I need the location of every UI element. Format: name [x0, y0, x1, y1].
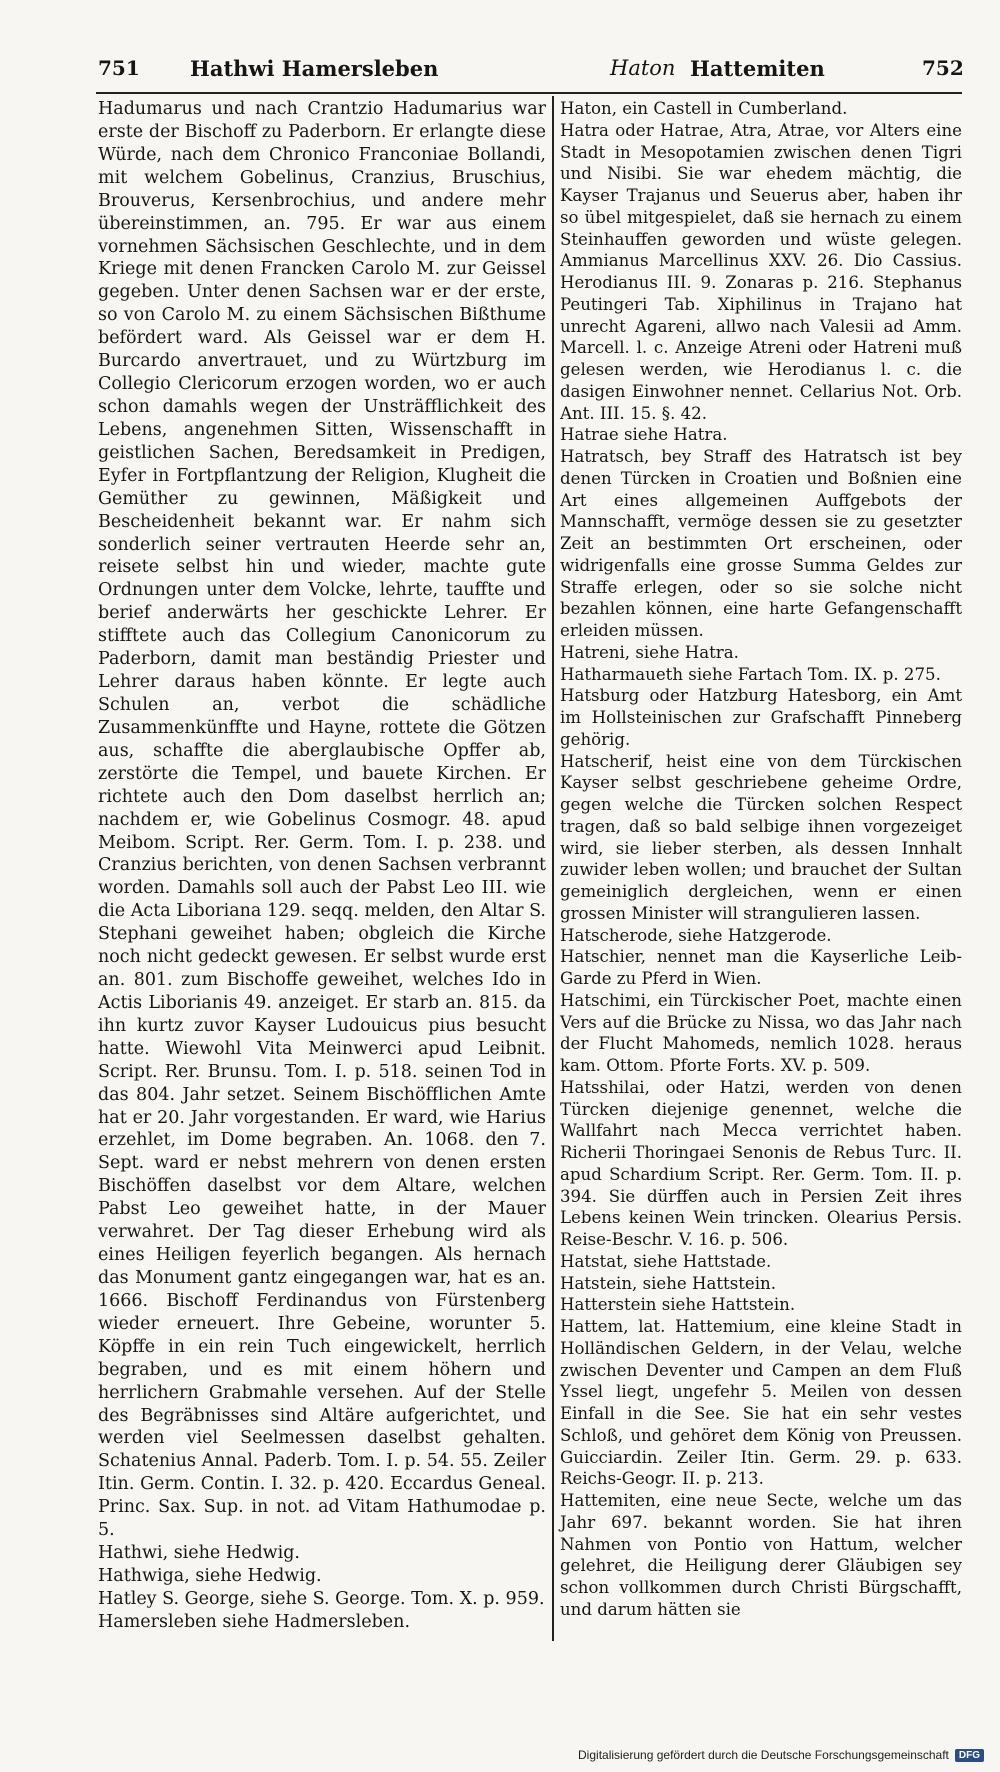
entry-hadumarus: Hadumarus und nach Crantzio Hadumarius war erste der Bischoff zu Paderborn. Er erlangte diese Würde, nach dem Chronico Franconiae Bollandi, mit welchem Gobelinus, Cranzius, Bruschius, Brouverus, Kersenbrochius, und andere mehr übereinstimmen, an. 795. Er war aus einem vornehmen Sächsischen Geschlechte, und in dem Kriege mit denen Francken Carolo M. zur Geissel gegeben. Unter denen Sachsen war er der erste, so von Carolo M. zu einem Sächsischen Bißthume befördert ward. Als Geissel war er dem H. Burcardo anvertrauet, und zu Würtzburg im Collegio Clericorum erzogen worden, wo er auch schon damahls wegen der Unsträfflichkeit des Lebens, angenehmen Sitten, Wissenschafft in geistlichen Sachen, Beredsamkeit in Predigen, Eyfer in Fortpflantzung der Religion, Klugheit die Gemüther zu gewinnen, Mäßigkeit und Bescheidenheit bekannt war. Er nahm sich sonderlich seiner vertrauten Heerde sehr an, reisete selbst hin und wieder, machte gute Ordnungen unter dem Volcke, lehrte, tauffte und berief anderwärts her geschickte Lehrer. Er stifftete auch das Collegium Canonicorum zu Paderborn, damit man beständig Priester und Lehrer daraus haben könnte. Er legte auch Schulen an, verbot die schädliche Zusammenkünffte und Hayne, rottete die Götzen aus, schaffte die aberglaubische Opffer ab, zerstörte die Tempel, und bauete Kirchen. Er richtete auch den Dom daselbst herrlich an; nachdem er, wie Gobelinus Cosmogr. 48. apud Meibom. Script. Rer. Germ. Tom. I. p. 238. und Cranzius berichten, von denen Sachsen verbrannt worden. Damahls soll auch der Pabst Leo III. wie die Acta Liboriana 129. seqq. melden, den Altar S. Stephani geweihet haben; obgleich die Kirche noch nicht gedeckt gewesen. Er selbst wurde erst an. 801. zum Bischoffe geweihet, welches Ido in Actis Liborianis 49. anzeiget. Er starb an. 815. da ihn kurtz zuvor Kayser Ludouicus pius besucht hatte. Wiewohl Vita Meinwerci apud Leibnit. Script. Rer. Brunsu. Tom. I. p. 518. seinen Tod in das 804. Jahr setzet. Seinem Bischöfflichen Amte hat er 20. Jahr vorgestanden. Er ward, wie Harius erzehlet, im Dome begraben. An. 1068. den 7. Sept. ward er nebst mehrern von denen ersten Bischöffen daselbst vor dem Altare, welchen Pabst Leo geweihet hatte, in der Mauer verwahret. Der Tag dieser Erhebung wird als eines Heiligen feyerlich begangen. Als hernach das Monument gantz eingegangen war, hat es an. 1666. Bischoff Ferdinandus von Fürstenberg wieder erneuert. Ihre Gebeine, worunter 5. Köpffe in ein rein Tuch eingewickelt, herrlich begraben, und es mit einem höhern und herrlichern Grabmahle versehen. Auf der Stelle des Begräbnisses sind Altäre aufgerichtet, und werden viel Seelmessen daselbst gehalten. Schatenius Annal. Paderb. Tom. I. p. 54. 55. Zeiler Itin. Germ. Contin. I. 32. p. 420. Eccardus Geneal. Princ. Sax. Sup. in not. ad Vitam Hathumodae p. 5. [98, 99, 546, 1541]
entry-hatra: Hatra oder Hatrae, Atra, Atrae, vor Alters eine Stadt in Mesopotamien zwischen denen Tigri und Nisibi. Sie war ehedem mächtig, die Kayser Trajanus und Seuerus aber, haben ihr so übel mitgespielet, daß sie hernach zu einem Steinhauffen geworden und wüste gelegen. Ammianus Marcellinus XXV. 26. Dio Cassius. Herodianus III. 9. Zonaras p. 216. Stephanus Peutingeri Tab. Xiphilinus in Trajano hat unrecht Agareni, allwo nach Valesii ad Amm. Marcell. l. c. Anzeige Atreni oder Hatreni muß gelesen werden, wie Herodianus l. c. die dasigen Einwohner nennet. Cellarius Not. Orb. Ant. III. 15. §. 42. [560, 120, 962, 423]
entry-haton: Haton, ein Castell in Cumberland. [560, 99, 848, 118]
right-column [560, 98, 962, 1621]
entry-hattemiten: Hattemiten, eine neue Secte, welche um das Jahr 697. bekannt worden. Sie hat ihren Nahmen von Pontio von Hattum, welcher gelehret, die Heiligung derer Gläubigen sey schon vollkommen durch Christi Bürgschafft, und darum hätten sie [560, 1491, 962, 1619]
entry-hatharmaueth: Hatharmaueth siehe Fartach Tom. IX. p. 275. [560, 664, 941, 684]
entry-hatreni: Hatreni, siehe Hatra. [560, 642, 739, 662]
right-page-number: 752 [922, 56, 964, 80]
right-running-head-italic: Haton [610, 56, 676, 80]
header-rule [96, 92, 962, 94]
entry-hatscherode: Hatscherode, siehe Hatzgerode. [560, 925, 832, 945]
entry-hatterstein: Hatterstein siehe Hattstein. [560, 1295, 796, 1315]
left-running-head: Hathwi Hamersleben [190, 56, 439, 81]
entry-hatsburg: Hatsburg oder Hatzburg Hatesborg, ein Amt im Hollsteinischen zur Grafschafft Pinneberg gehörig. [560, 686, 962, 749]
entry-hatschier: Hatschier, nennet man die Kayserliche Leib-Garde zu Pferd in Wien. [560, 947, 962, 988]
entry-hatratsch: Hatratsch, bey Straff des Hatratsch ist bey denen Türcken in Croatien und Boßnien eine Art eines allgemeinen Auffgebots der Mannschafft, vermöge dessen sie zu gesetzter Zeit an bestimmten Ort erscheinen, oder widrigenfalls eine grosse Summa Geldes zur Straffe erlegen, oder so sie solche nicht bezahlen können, eine harte Gefangenschafft erleiden müssen. [560, 447, 962, 640]
entry-hatrae: Hatrae siehe Hatra. [560, 425, 728, 445]
funding-text: Digitalisierung gefördert durch die Deutsche Forschungsgemeinschaft [578, 1748, 949, 1762]
right-running-head: Hattemiten [690, 56, 825, 81]
entry-hathwiga: Hathwiga, siehe Hedwig. [98, 1566, 322, 1586]
dfg-logo: DFG [955, 1749, 984, 1762]
entry-hattem: Hattem, lat. Hattemium, eine kleine Stadt in Holländischen Geldern, in der Velau, welche zwischen Deventer und Campen an dem Fluß Yssel liegt, ungefehr 5. Meilen von dessen Einfall in die See. Sie hat ein sehr vestes Schloß, und gehöret dem König von Preussen. Guicciardin. Zeiler Itin. Germ. 29. p. 633. Reichs-Geogr. II. p. 213. [560, 1317, 962, 1489]
left-page-number: 751 [98, 56, 140, 80]
entry-hatley: Hatley S. George, siehe S. George. Tom. X. p. 959. [98, 1588, 545, 1609]
funding-footer [578, 1748, 984, 1762]
entry-hathwi: Hathwi, siehe Hedwig. [98, 1543, 300, 1564]
entry-hatscherif: Hatscherif, heist eine von dem Türckischen Kayser selbst geschriebene geheime Ordre, gegen welche die Türcken solchen Respect tragen, daß so bald selbige ihnen vorgezeiget wird, sie lieber sterben, als dessen Innhalt zuwider leben wollen; und brauchet der Sultan gemeiniglich dergleichen, wenn er einen grossen Minister will strangulieren lassen. [560, 751, 962, 923]
entry-hatstein: Hatstein, siehe Hattstein. [560, 1273, 776, 1293]
column-divider [552, 96, 554, 1641]
entry-hatsshilai: Hatsshilai, oder Hatzi, werden von denen Türcken diejenige genennet, welche die Wallfahrt nach Mecca verrichtet haben. Richerii Thoringaei Senonis de Rebus Turc. II. apud Schardium Script. Rer. Germ. Tom. II. p. 394. Sie dürffen auch in Persien Zeit ihres Lebens keinen Wein trincken. Olearius Persis. Reise-Beschr. V. 16. p. 506. [560, 1077, 962, 1249]
entry-hatstat: Hatstat, siehe Hattstade. [560, 1251, 772, 1271]
entry-hamersleben: Hamersleben siehe Hadmersleben. [98, 1611, 411, 1632]
left-column [98, 98, 546, 1634]
entry-hatschimi: Hatschimi, ein Türckischer Poet, machte einen Vers auf die Brücke zu Nissa, wo das Jahr nach der Flucht Mahomeds, nemlich 1028. heraus kam. Ottom. Pforte Forts. XV. p. 509. [560, 990, 962, 1075]
